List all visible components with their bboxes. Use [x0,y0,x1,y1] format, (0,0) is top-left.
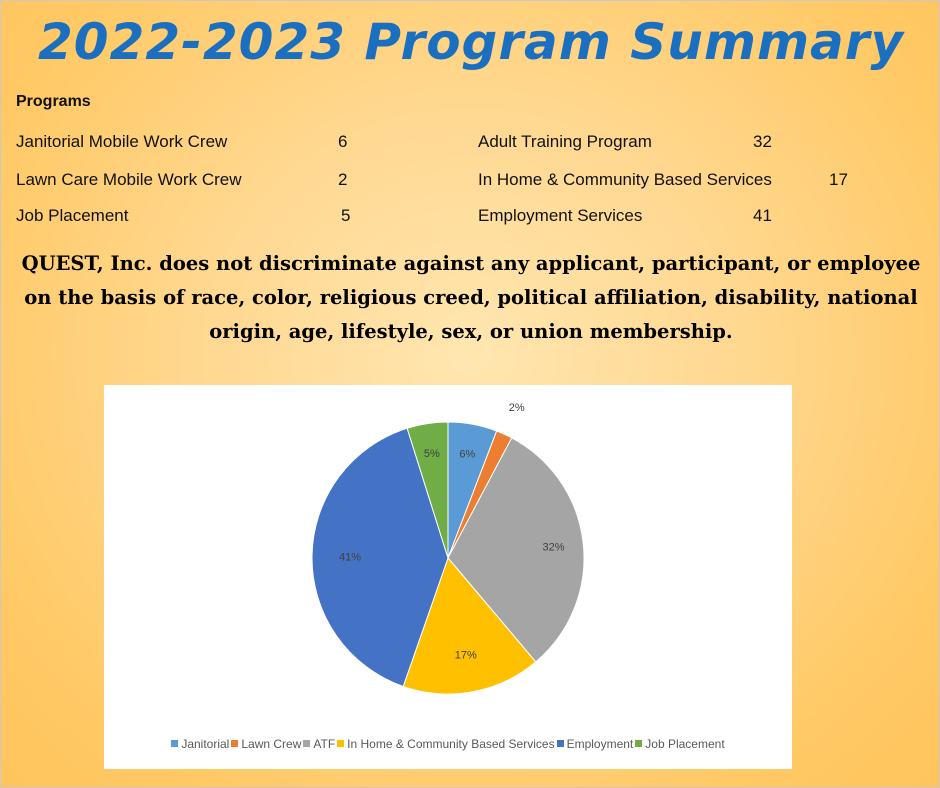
page-title: 2022-2023 Program Summary [37,13,905,71]
non-discrimination-notice: QUEST, Inc. does not discriminate against any applicant, participant, or employee on the basis of race, color, religious creed, political affiliation, disability, national origin, age, lifestyle, sex, or union membership. [21,252,921,343]
legend-label: Janitorial [181,737,230,751]
legend-item [635,737,724,751]
pie-data-label: 2% [508,401,525,414]
legend-label: In Home & Community Based Services [347,737,555,751]
pie-data-label: 32% [542,541,565,554]
legend-item [337,737,554,751]
chart-legend [104,737,792,751]
program-name: Lawn Care Mobile Work Crew [16,170,242,189]
pie-data-label: 17% [454,649,477,662]
legend-label: ATF [313,737,336,751]
legend-swatch [303,740,310,747]
program-count: 17 [829,170,848,189]
legend-label: Lawn Crew [241,737,302,751]
program-name: Adult Training Program [478,132,652,151]
pie-data-label: 5% [423,448,440,461]
legend-swatch [635,740,642,747]
program-count: 5 [341,206,351,225]
legend-item [231,737,301,751]
legend-swatch [337,740,344,747]
legend-item [557,737,634,751]
legend-label: Employment [566,737,634,751]
program-name: Janitorial Mobile Work Crew [16,132,228,151]
program-count: 2 [338,170,348,189]
legend-swatch [171,740,178,747]
program-count: 6 [338,132,348,151]
legend-item [303,737,335,751]
pie-data-label: 6% [459,448,476,461]
legend-swatch [231,740,238,747]
program-count: 32 [753,132,772,151]
programs-heading: Programs [16,93,91,110]
legend-label: Job Placement [645,737,725,751]
program-name: Job Placement [16,206,129,225]
pie-chart [104,385,792,769]
pie-data-label: 41% [339,551,362,564]
legend-item [171,737,229,751]
pie-chart-svg [104,385,792,730]
program-name: In Home & Community Based Services [478,170,772,189]
program-name: Employment Services [478,206,643,225]
program-count: 41 [753,206,772,225]
legend-swatch [557,740,564,747]
